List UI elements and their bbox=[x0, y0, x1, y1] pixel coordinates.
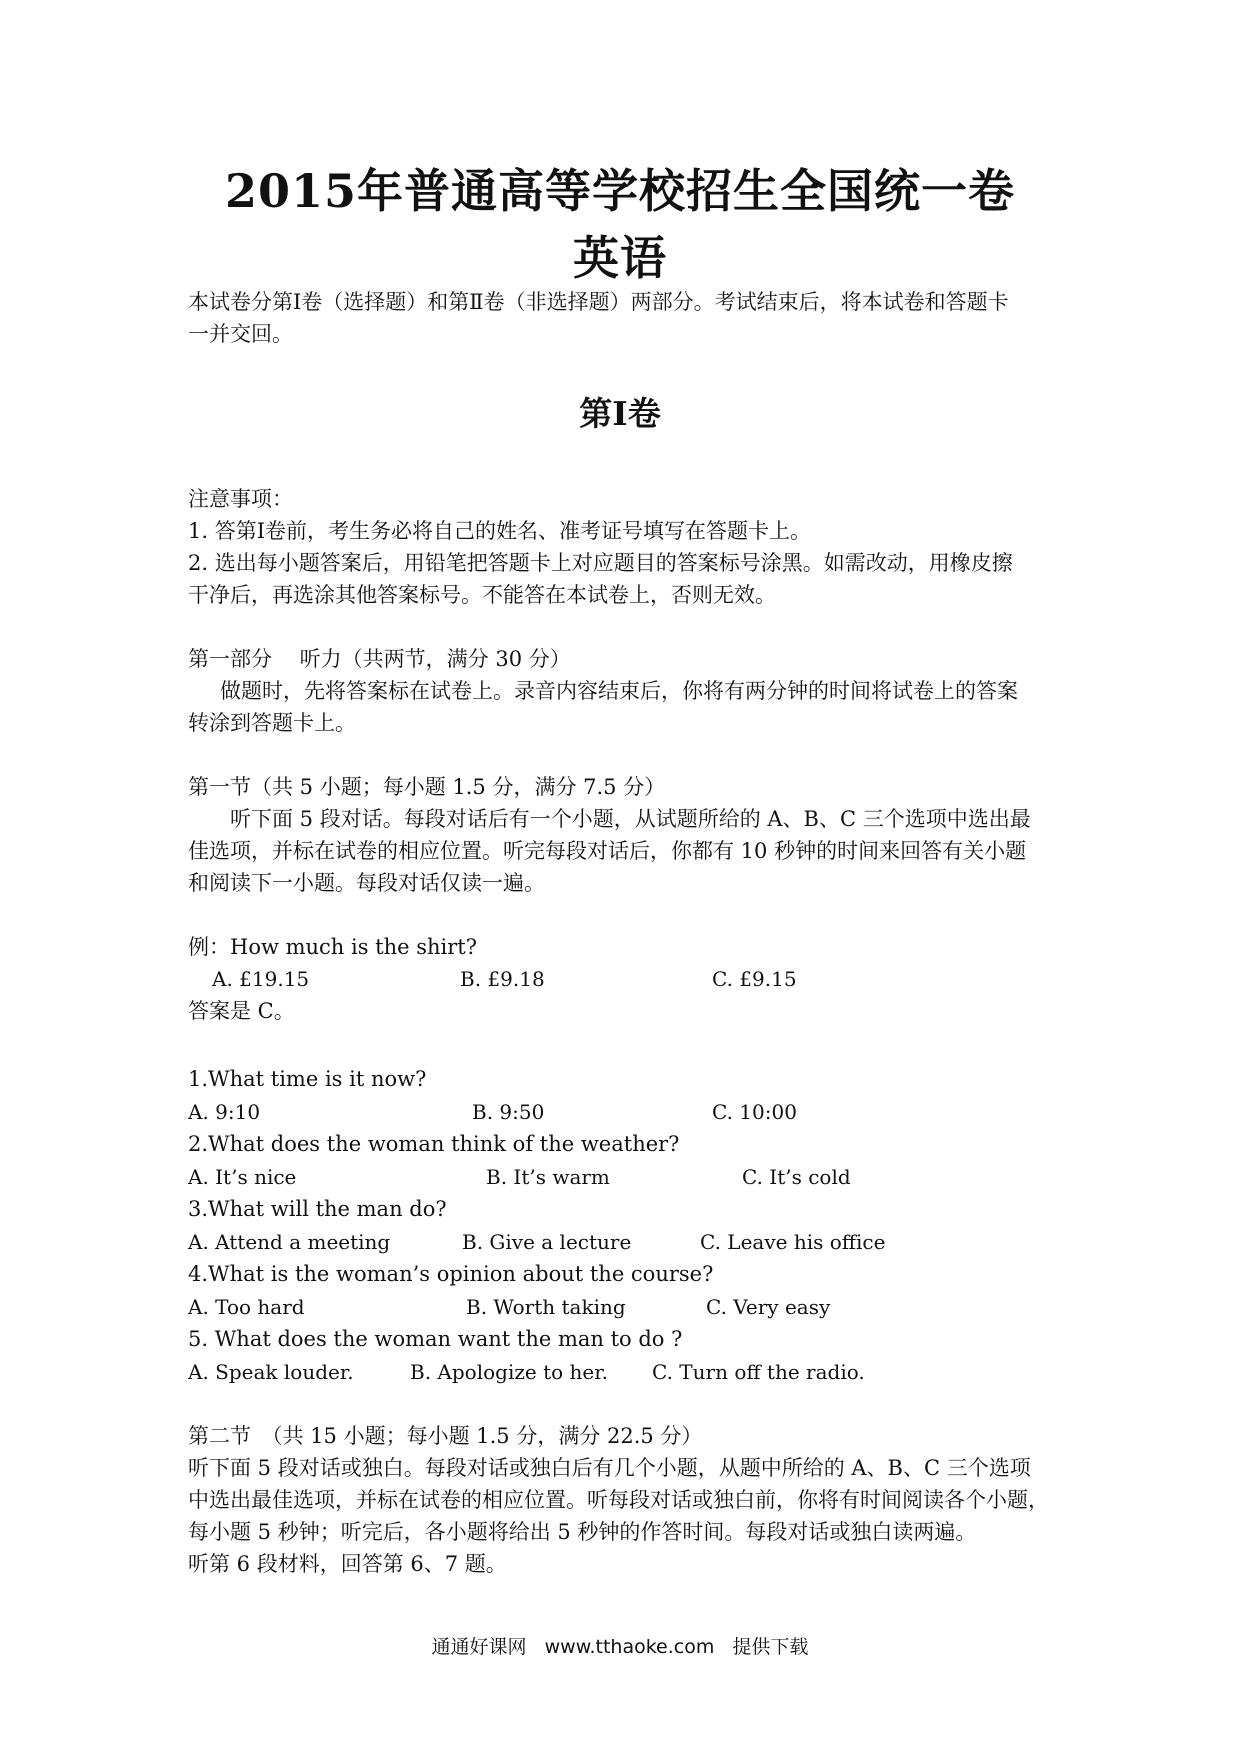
volume-title: 第Ⅰ卷 bbox=[579, 394, 661, 433]
page-footer bbox=[0, 1632, 1240, 1659]
part1-instr-line-2: 转涂到答题卡上。 bbox=[188, 711, 356, 735]
question-4: 4.What is the woman’s opinion about the course? bbox=[188, 1262, 714, 1286]
question-5-option-c: C. Turn off the radio. bbox=[652, 1360, 865, 1384]
intro-line-1: 本试卷分第Ⅰ卷（选择题）和第Ⅱ卷（非选择题）两部分。考试结束后，将本试卷和答题卡 bbox=[188, 290, 1009, 314]
question-5: 5. What does the woman want the man to do ? bbox=[188, 1327, 683, 1351]
notes-heading: 注意事项： bbox=[188, 487, 293, 511]
part1-instr-line-1: 做题时，先将答案标在试卷上。录音内容结束后，你将有两分钟的时间将试卷上的答案 bbox=[220, 679, 1018, 703]
question-4-option-a: A. Too hard bbox=[188, 1295, 305, 1319]
question-5-option-b: B. Apologize to her. bbox=[410, 1360, 608, 1384]
question-5-option-a: A. Speak louder. bbox=[188, 1360, 354, 1384]
section1-instr-line-3: 和阅读下一小题。每段对话仅读一遍。 bbox=[188, 871, 545, 895]
section2-instr-line-4: 听第 6 段材料，回答第 6、7 题。 bbox=[188, 1552, 507, 1576]
question-1: 1.What time is it now? bbox=[188, 1067, 427, 1091]
example-answer: 答案是 C。 bbox=[188, 999, 295, 1023]
notes-item-1: 1. 答第Ⅰ卷前，考生务必将自己的姓名、准考证号填写在答题卡上。 bbox=[188, 519, 812, 543]
footer-url-link[interactable]: www.tthaoke.com bbox=[544, 1636, 715, 1658]
intro-line-2: 一并交回。 bbox=[188, 322, 293, 346]
question-1-option-c: C. 10:00 bbox=[712, 1100, 797, 1124]
question-1-option-a: A. 9:10 bbox=[188, 1100, 261, 1124]
section2-instr-line-1: 听下面 5 段对话或独白。每段对话或独白后有几个小题，从题中所给的 A、B、C 三个选项 bbox=[188, 1456, 1031, 1480]
notes-item-2-line-2: 干净后，再选涂其他答案标号。不能答在本试卷上，否则无效。 bbox=[188, 583, 776, 607]
section1-instr-line-1: 听下面 5 段对话。每段对话后有一个小题，从试题所给的 A、B、C 三个选项中选出最 bbox=[230, 807, 1031, 831]
section2-instr-line-2: 中选出最佳选项，并标在试卷的相应位置。听每段对话或独白前，你将有时间阅读各个小题， bbox=[188, 1488, 1049, 1512]
question-4-option-b: B. Worth taking bbox=[466, 1295, 626, 1319]
question-2-option-b: B. It’s warm bbox=[486, 1165, 610, 1189]
question-3-option-b: B. Give a lecture bbox=[462, 1230, 632, 1254]
question-3-option-c: C. Leave his office bbox=[700, 1230, 886, 1254]
example-option-c: C. £9.15 bbox=[712, 967, 797, 991]
question-3-option-a: A. Attend a meeting bbox=[188, 1230, 391, 1254]
footer-site-name: 通通好课网 bbox=[431, 1636, 527, 1658]
section2-heading: 第二节 （共 15 小题；每小题 1.5 分，满分 22.5 分） bbox=[188, 1424, 703, 1448]
question-2: 2.What does the woman think of the weather? bbox=[188, 1132, 680, 1156]
example-option-a: A. £19.15 bbox=[212, 967, 310, 991]
question-1-option-b: B. 9:50 bbox=[472, 1100, 545, 1124]
footer-note: 提供下载 bbox=[732, 1636, 809, 1658]
question-2-option-c: C. It’s cold bbox=[742, 1165, 851, 1189]
part1-heading: 第一部分 听力（共两节，满分 30 分） bbox=[188, 647, 571, 671]
section1-heading: 第一节（共 5 小题；每小题 1.5 分，满分 7.5 分） bbox=[188, 775, 666, 799]
question-4-option-c: C. Very easy bbox=[706, 1295, 831, 1319]
section1-instr-line-2: 佳选项，并标在试卷的相应位置。听完每段对话后，你都有 10 秒钟的时间来回答有关小题 bbox=[188, 839, 1027, 863]
section2-instr-line-3: 每小题 5 秒钟；听完后，各小题将给出 5 秒钟的作答时间。每段对话或独白读两遍。 bbox=[188, 1520, 977, 1544]
notes-item-2-line-1: 2. 选出每小题答案后，用铅笔把答题卡上对应题目的答案标号涂黑。如需改动，用橡皮擦 bbox=[188, 551, 1013, 575]
subject-title: 英语 bbox=[573, 231, 667, 285]
question-2-option-a: A. It’s nice bbox=[188, 1165, 297, 1189]
question-3: 3.What will the man do? bbox=[188, 1197, 447, 1221]
exam-title: 2015年普通高等学校招生全国统一卷 bbox=[224, 164, 1016, 218]
example-option-b: B. £9.18 bbox=[460, 967, 545, 991]
example-question: 例：How much is the shirt? bbox=[188, 935, 477, 959]
